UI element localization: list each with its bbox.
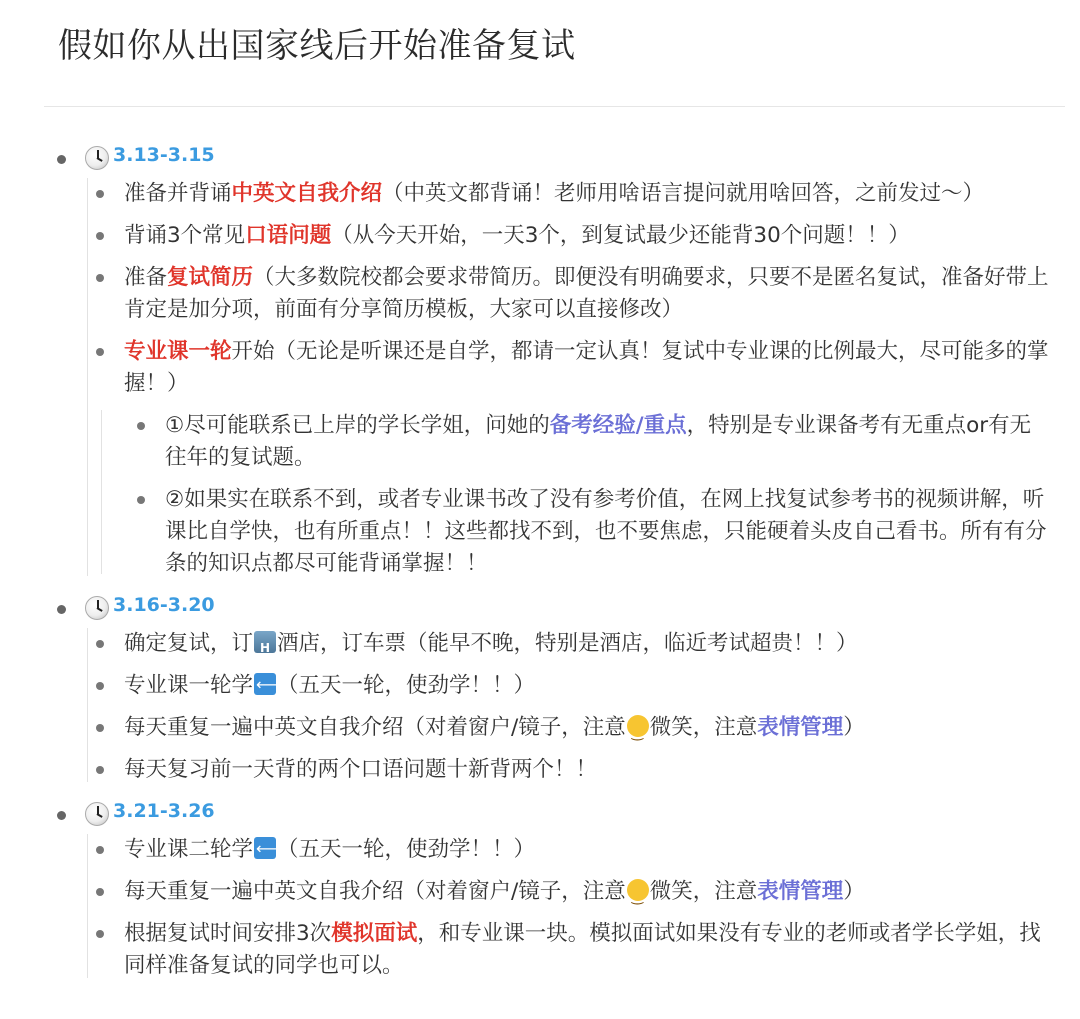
- item-text: 开始（无论是听课还是自学，都请一定认真！复试中专业课的比例最大，尽可能多的掌握！）: [124, 339, 1049, 396]
- bullet-icon: [96, 640, 104, 648]
- bullet-icon: [57, 605, 66, 614]
- bullet-icon: [137, 496, 145, 504]
- item-text: 酒店，订车票（能早不晚，特别是酒店，临近考试超贵！！）: [277, 631, 858, 656]
- section-3.21-3.26: [0, 796, 1080, 982]
- section-date: 3.16-3.20: [113, 594, 215, 616]
- item-text: 每天重复一遍中英文自我介绍（对着窗户/镜子，注意: [124, 715, 626, 740]
- list-item: [0, 918, 1052, 982]
- section-header: [0, 140, 1080, 178]
- list-item: [0, 754, 1052, 786]
- page-title: 假如你从出国家线后开始准备复试: [58, 26, 576, 66]
- bullet-icon: [96, 888, 104, 896]
- item-text: ②如果实在联系不到，或者专业课书改了没有参考价值，在网上找复试参考书的视频讲解，听课比自学快，也有所重点！！这些都找不到，也不要焦虑，只能硬着头皮自己看书。所有有分条的知识点都尽可能背诵掌握！！: [165, 487, 1047, 576]
- hotel-icon: [254, 631, 276, 653]
- list-item: [0, 336, 1052, 400]
- item-text: （大多数院校都会要求带简历。即便没有明确要求，只要不是匿名复试，准备好带上肯定是加分项，前面有分享简历模板，大家可以直接修改）: [124, 265, 1049, 322]
- bullet-icon: [96, 682, 104, 690]
- item-text: ）: [843, 715, 865, 740]
- sub-list: [0, 178, 1080, 580]
- item-text: 准备并背诵: [124, 181, 232, 206]
- schedule-list: [0, 140, 1080, 992]
- bullet-icon: [96, 232, 104, 240]
- end-arrow-icon: [254, 837, 276, 859]
- item-text: （五天一轮，使劲学！！）: [277, 673, 536, 698]
- list-item: [0, 178, 1052, 210]
- sub-list: [0, 834, 1080, 982]
- item-text: 准备: [124, 265, 168, 290]
- bullet-icon: [57, 155, 66, 164]
- clock-icon: [85, 596, 109, 620]
- item-text: （五天一轮，使劲学！！）: [277, 837, 536, 862]
- list-item: [0, 220, 1052, 252]
- section-3.16-3.20: [0, 590, 1080, 786]
- item-text: 专业课二轮学: [124, 837, 254, 862]
- section-date: 3.13-3.15: [113, 144, 215, 166]
- item-text: 背诵3个常见: [124, 223, 246, 248]
- item-text: 每天复习前一天背的两个口语问题十新背两个！！: [124, 757, 598, 782]
- smiling-face-icon: [627, 715, 649, 737]
- clock-icon: [85, 802, 109, 826]
- end-arrow-icon: [254, 673, 276, 695]
- highlight-text: 专业课一轮: [124, 339, 232, 364]
- list-item: [0, 484, 1051, 580]
- highlight-text: 口语问题: [245, 223, 332, 248]
- section-header: [0, 590, 1080, 628]
- section-date: 3.21-3.26: [113, 800, 215, 822]
- section-header: [0, 796, 1080, 834]
- highlight-text: 复试简历: [167, 265, 254, 290]
- highlight-text: 备考经验/重点: [549, 413, 687, 438]
- bullet-icon: [96, 348, 104, 356]
- section-3.13-3.15: [0, 140, 1080, 580]
- smiling-face-icon: [627, 879, 649, 901]
- item-text: ）: [843, 879, 865, 904]
- list-item: [0, 262, 1052, 326]
- list-item: [0, 410, 1051, 474]
- list-item: [0, 876, 1052, 908]
- item-text: 微笑，注意: [649, 715, 758, 740]
- list-item: [0, 670, 1052, 702]
- highlight-text: 表情管理: [757, 715, 844, 740]
- bullet-icon: [137, 422, 145, 430]
- divider: [44, 106, 1065, 107]
- item-text: 确定复试，订: [124, 631, 254, 656]
- item-text: 微笑，注意: [649, 879, 758, 904]
- item-text: ，和专业课一块。模拟面试如果没有专业的老师或者学长学姐，找同样准备复试的同学也可以。: [124, 921, 1041, 978]
- bullet-icon: [96, 190, 104, 198]
- list-item: [0, 712, 1052, 744]
- item-text: （从今天开始，一天3个，到复试最少还能背30个问题！！）: [331, 223, 910, 248]
- highlight-text: 模拟面试: [331, 921, 418, 946]
- bullet-icon: [96, 846, 104, 854]
- bullet-icon: [96, 274, 104, 282]
- bullet-icon: [96, 930, 104, 938]
- nested-list: [0, 410, 1080, 580]
- item-text: ，特别是专业课备考有无重点or有无往年的复试题。: [165, 413, 1032, 470]
- bullet-icon: [57, 811, 66, 820]
- item-text: 根据复试时间安排3次: [124, 921, 332, 946]
- bullet-icon: [96, 766, 104, 774]
- highlight-text: 表情管理: [757, 879, 844, 904]
- list-item: [0, 628, 1052, 660]
- sub-list: [0, 628, 1080, 786]
- highlight-text: 中英文自我介绍: [231, 181, 383, 206]
- bullet-icon: [96, 724, 104, 732]
- item-text: ①尽可能联系已上岸的学长学姐，问她的: [165, 413, 550, 438]
- item-text: 专业课一轮学: [124, 673, 254, 698]
- clock-icon: [85, 146, 109, 170]
- list-item: [0, 834, 1052, 866]
- item-text: （中英文都背诵！老师用啥语言提问就用啥回答，之前发过～）: [382, 181, 985, 206]
- item-text: 每天重复一遍中英文自我介绍（对着窗户/镜子，注意: [124, 879, 626, 904]
